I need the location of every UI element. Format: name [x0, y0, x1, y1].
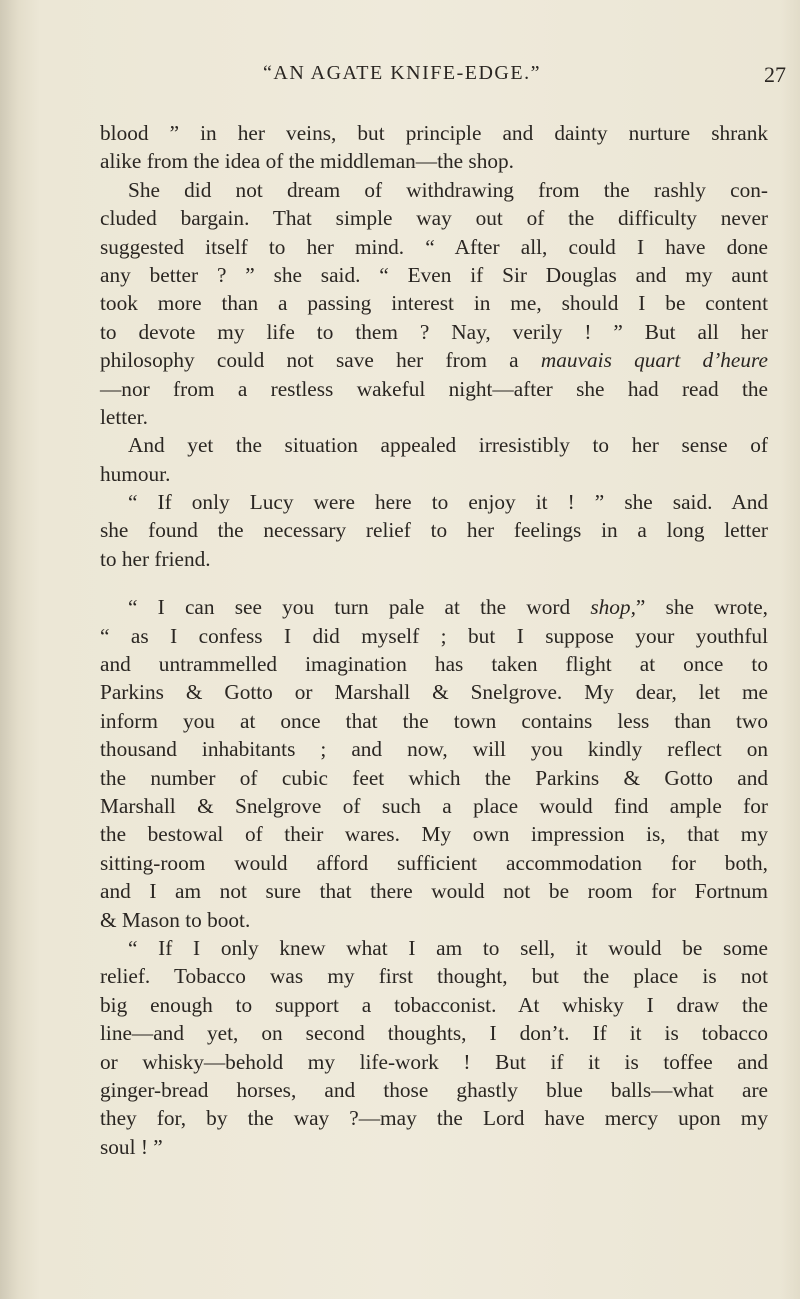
text-line: the bestowal of their wares. My own impression is, that my — [100, 822, 768, 847]
text-line — [100, 346, 768, 374]
text-line: blood ” in her veins, but principle and dainty nurture shrank — [100, 121, 768, 145]
text-line: she found the necessary relief to her feelings in a long letter — [100, 518, 768, 543]
text-line: line—and yet, on second thoughts, I don’t. If it is tobacco — [100, 1021, 768, 1046]
text-line: relief. Tobacco was my first thought, but the place is not — [100, 964, 768, 989]
text-line: cluded bargain. That simple way out of the difficulty never — [100, 206, 768, 231]
text-line: She did not dream of withdrawing from the rashly con- — [128, 177, 768, 202]
text-line: sitting-room would afford sufficient accommodation for both, — [100, 850, 768, 875]
text-line: —nor from a restless wakeful night—after she had read the — [100, 376, 768, 401]
text-line: big enough to support a tobacconist. At whisky I draw the — [100, 992, 768, 1017]
text-line: the number of cubic feet which the Parkins & Gotto and — [100, 765, 768, 790]
text-line — [100, 593, 768, 621]
paragraph-gap — [100, 573, 768, 593]
running-head — [0, 62, 800, 92]
text-line: Marshall & Snelgrove of such a place would find ample for — [100, 793, 768, 818]
text-line: alike from the idea of the middleman—the shop. — [100, 149, 514, 174]
text-segment: “ I can see you turn pale at the word — [128, 595, 571, 620]
text-line: and I am not sure that there would not be room for Fortnum — [100, 879, 768, 904]
text-line: inform you at once that the town contains less than two — [100, 708, 768, 733]
text-line: ginger-bread horses, and those ghastly blue balls—what are — [100, 1077, 768, 1102]
text-line: and untrammelled imagination has taken flight at once to — [100, 652, 768, 677]
text-line: soul ! ” — [100, 1134, 163, 1159]
body-text — [100, 119, 768, 1161]
text-line: to devote my life to them ? Nay, verily ! ” But all her — [100, 319, 768, 344]
page-number: 27 — [764, 62, 786, 87]
text-line: Parkins & Gotto or Marshall & Snelgrove. My dear, let me — [100, 680, 768, 705]
text-line: “ as I confess I did myself ; but I suppose your youthful — [100, 623, 768, 648]
text-line: or whisky—behold my life-work ! But if it is toffee and — [100, 1049, 768, 1074]
text-line: thousand inhabitants ; and now, will you kindly reflect on — [100, 737, 768, 762]
running-title: “AN AGATE KNIFE-EDGE.” — [263, 62, 541, 84]
text-line: “ If only Lucy were here to enjoy it ! ” she said. And — [128, 490, 768, 515]
text-line: they for, by the way ?—may the Lord have mercy upon my — [100, 1106, 768, 1131]
text-line: any better ? ” she said. “ Even if Sir Douglas and my aunt — [100, 262, 768, 287]
italic-phrase: mauvais quart d’heure — [540, 348, 768, 373]
text-segment: ” she wrote, — [635, 595, 768, 620]
text-line: to her friend. — [100, 546, 211, 571]
text-line: And yet the situation appealed irresistibly to her sense of — [128, 433, 768, 458]
text-line: & Mason to boot. — [100, 907, 251, 932]
text-line: took more than a passing interest in me, should I be content — [100, 291, 768, 316]
text-line: letter. — [100, 404, 148, 429]
text-line: suggested itself to her mind. “ After all, could I have done — [100, 234, 768, 259]
italic-word: shop, — [590, 595, 636, 620]
text-line: “ If I only knew what I am to sell, it would be some — [128, 935, 768, 960]
text-segment: philosophy could not save her from a — [100, 348, 519, 373]
text-line: humour. — [100, 461, 171, 486]
